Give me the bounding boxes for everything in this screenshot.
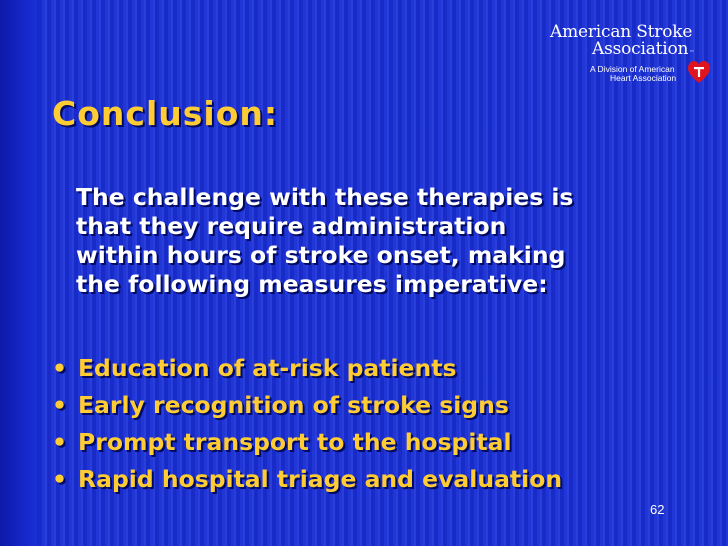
bullet-item xyxy=(50,387,562,424)
logo-name-line1: American Stroke xyxy=(550,22,693,42)
page-number: 62 xyxy=(650,502,665,517)
bullet-text: Prompt transport to the hospital xyxy=(78,428,512,456)
bullet-glyph: • xyxy=(52,465,68,493)
intro-line: that they require administration xyxy=(76,212,507,240)
measures-bullet-list xyxy=(50,350,562,498)
intro-paragraph xyxy=(76,183,636,299)
bullet-glyph: • xyxy=(52,391,68,419)
intro-line: the following measures imperative: xyxy=(76,270,548,298)
bullet-text: Early recognition of stroke signs xyxy=(78,391,509,419)
intro-line: within hours of stroke onset, making xyxy=(76,241,566,269)
logo-name-line2 xyxy=(592,39,694,59)
left-accent-bar xyxy=(0,0,38,546)
logo-subtitle-line2: Heart Association xyxy=(610,73,677,83)
heart-torch-icon xyxy=(688,60,710,84)
logo-subtitle-line1: A Division of American xyxy=(590,64,675,74)
bullet-text: Rapid hospital triage and evaluation xyxy=(78,465,563,493)
american-stroke-association-logo xyxy=(540,22,710,92)
bullet-glyph: • xyxy=(52,354,68,382)
logo-name-line2-text: Association xyxy=(592,39,689,59)
bullet-glyph: • xyxy=(52,428,68,456)
bullet-item xyxy=(50,461,562,498)
slide-title: Conclusion: xyxy=(52,94,279,133)
bullet-item xyxy=(50,350,562,387)
intro-line: The challenge with these therapies is xyxy=(76,183,574,211)
logo-trademark: ™ xyxy=(689,50,695,56)
bullet-item xyxy=(50,424,562,461)
bullet-text: Education of at-risk patients xyxy=(78,354,457,382)
